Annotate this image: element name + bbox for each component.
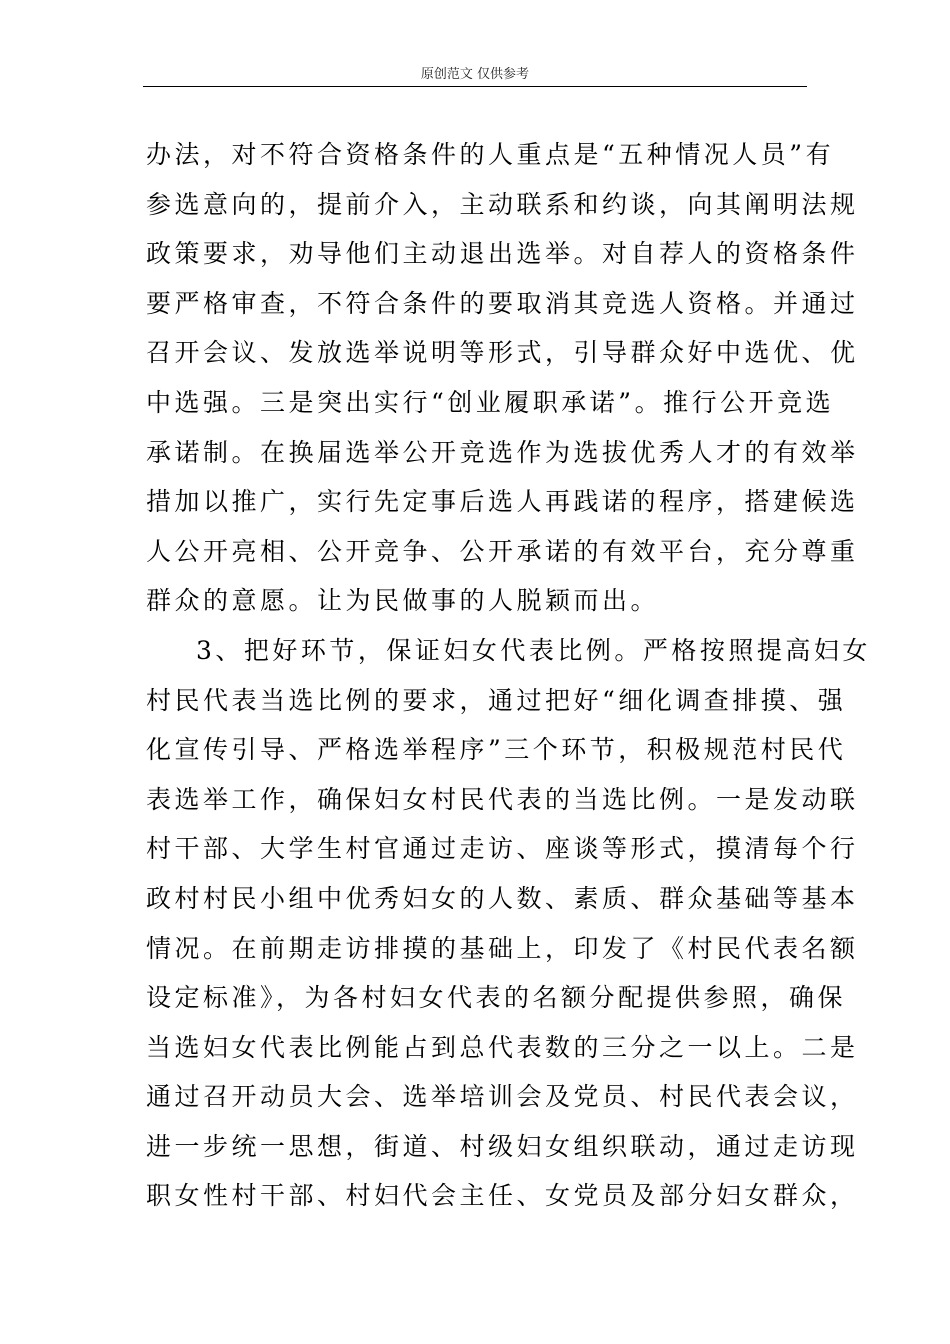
text-line: 进一步统一思想，街道、村级妇女组织联动，通过走访现	[146, 1131, 859, 1161]
text-line: 职女性村干部、村妇代会主任、女党员及部分妇女群众，	[146, 1181, 859, 1211]
text-line: 化宣传引导、严格选举程序”三个环节，积极规范村民代	[146, 735, 847, 765]
text-line: 人公开亮相、公开竞争、公开承诺的有效平台，充分尊重	[146, 536, 859, 566]
text-line: 政村村民小组中优秀妇女的人数、素质、群众基础等基本	[146, 883, 859, 913]
text-line: 设定标准》，为各村妇女代表的名额分配提供参照，确保	[146, 983, 847, 1013]
text-line: 情况。在前期走访排摸的基础上，印发了《村民代表名额	[146, 933, 859, 963]
text-line: 参选意向的，提前介入，主动联系和约谈，向其阐明法规	[146, 189, 859, 219]
text-line: 要严格审查，不符合条件的要取消其竞选人资格。并通过	[146, 288, 859, 318]
text-line: 表选举工作，确保妇女村民代表的当选比例。一是发动联	[146, 784, 859, 814]
page-header: 原创范文 仅供参考	[420, 67, 530, 82]
text-line: 群众的意愿。让为民做事的人脱颖而出。	[146, 586, 660, 616]
text-line: 村干部、大学生村官通过走访、座谈等形式，摸清每个行	[146, 834, 859, 864]
text-line: 办法，对不符合资格条件的人重点是“五种情况人员”有	[146, 140, 835, 169]
text-line: 政策要求，劝导他们主动退出选举。对自荐人的资格条件	[146, 239, 859, 269]
header-divider	[143, 86, 807, 87]
document-body	[146, 130, 871, 1221]
text-line: 承诺制。在换届选举公开竞选作为选拔优秀人才的有效举	[146, 437, 859, 467]
text-line: 中选强。三是突出实行“创业履职承诺”。推行公开竞选	[146, 387, 835, 417]
text-line: 措加以推广，实行先定事后选人再践诺的程序，搭建候选	[146, 487, 859, 517]
text-line: 当选妇女代表比例能占到总代表数的三分之一以上。二是	[146, 1032, 859, 1062]
text-line: 村民代表当选比例的要求，通过把好“细化调查排摸、强	[146, 685, 847, 715]
text-line: 通过召开动员大会、选举培训会及党员、村民代表会议，	[146, 1082, 859, 1112]
paragraph-start-line: 3、把好环节，保证妇女代表比例。严格按照提高妇女	[196, 635, 871, 665]
text-line: 召开会议、发放选举说明等形式，引导群众好中选优、优	[146, 338, 859, 368]
